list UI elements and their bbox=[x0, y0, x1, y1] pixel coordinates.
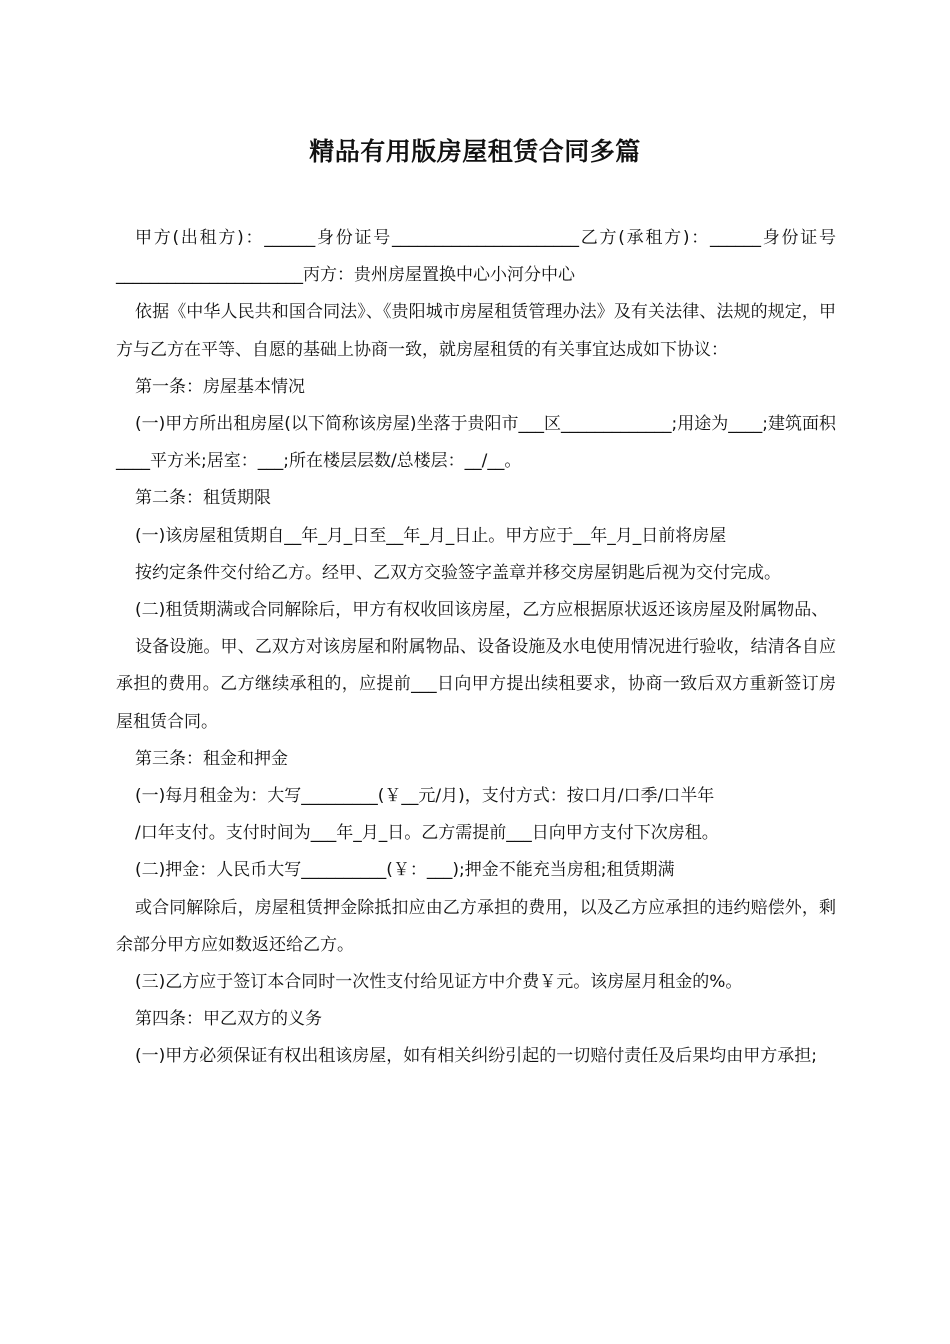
article-1-clause-1: (一)甲方所出租房屋(以下简称该房屋)坐落于贵阳市___区_____________;用途为____;建筑面积____平方米;居室：___;所在楼层层数/总楼层：__/__。 bbox=[116, 414, 836, 472]
article-4-clause-1: (一)甲方必须保证有权出租该房屋，如有相关纠纷引起的一切赔付责任及后果均由甲方承担; bbox=[135, 1046, 817, 1067]
article-3-clause-2: (二)押金：人民币大写__________(￥：___);押金不能充当房租;租赁期满 bbox=[135, 860, 675, 881]
article-2-clause-2-cont: 设备设施。甲、乙双方对该房屋和附属物品、设备设施及水电使用情况进行验收，结清各自应承担的费用。乙方继续承租的，应提前___日向甲方提出续租要求，协商一致后双方重新签订房屋租赁合同。 bbox=[116, 637, 836, 732]
article-3-clause-3: (三)乙方应于签订本合同时一次性支付给见证方中介费￥元。该房屋月租金的%。 bbox=[135, 972, 743, 993]
article-2-clause-1: (一)该房屋租赁期自__年_月_日至__年_月_日止。甲方应于__年_月_日前将房屋 bbox=[135, 525, 727, 546]
document-title: 精品有用版房屋租赁合同多篇 bbox=[309, 137, 641, 166]
article-2-heading: 第二条：租赁期限 bbox=[135, 488, 271, 509]
article-3-clause-1: (一)每月租金为：大写_________(￥__元/月)，支付方式：按口月/口季/口半年 bbox=[135, 786, 715, 807]
article-3-heading: 第三条：租金和押金 bbox=[135, 748, 288, 769]
article-4-heading: 第四条：甲乙双方的义务 bbox=[135, 1009, 322, 1030]
article-3-clause-1-cont: /口年支付。支付时间为___年_月_日。乙方需提前___日向甲方支付下次房租。 bbox=[135, 823, 719, 844]
document-body bbox=[116, 220, 836, 1076]
paragraph-parties: 甲方(出租方)：______身份证号______________________乙方(承租方)：______身份证号______________________丙方：贵州房屋置换中心小河分中心 bbox=[116, 228, 836, 286]
article-1-heading: 第一条：房屋基本情况 bbox=[135, 376, 305, 397]
article-2-clause-1-cont: 按约定条件交付给乙方。经甲、乙双方交验签字盖章并移交房屋钥匙后视为交付完成。 bbox=[135, 562, 781, 583]
paragraph-preamble: 依据《中华人民共和国合同法》、《贵阳城市房屋租赁管理办法》及有关法律、法规的规定，甲方与乙方在平等、自愿的基础上协商一致，就房屋租赁的有关事宜达成如下协议： bbox=[116, 302, 836, 360]
article-3-clause-2-cont: 或合同解除后，房屋租赁押金除抵扣应由乙方承担的费用，以及乙方应承担的违约赔偿外，剩余部分甲方应如数返还给乙方。 bbox=[116, 897, 836, 955]
article-2-clause-2: (二)租赁期满或合同解除后，甲方有权收回该房屋，乙方应根据原状返还该房屋及附属物品、 bbox=[135, 600, 829, 621]
